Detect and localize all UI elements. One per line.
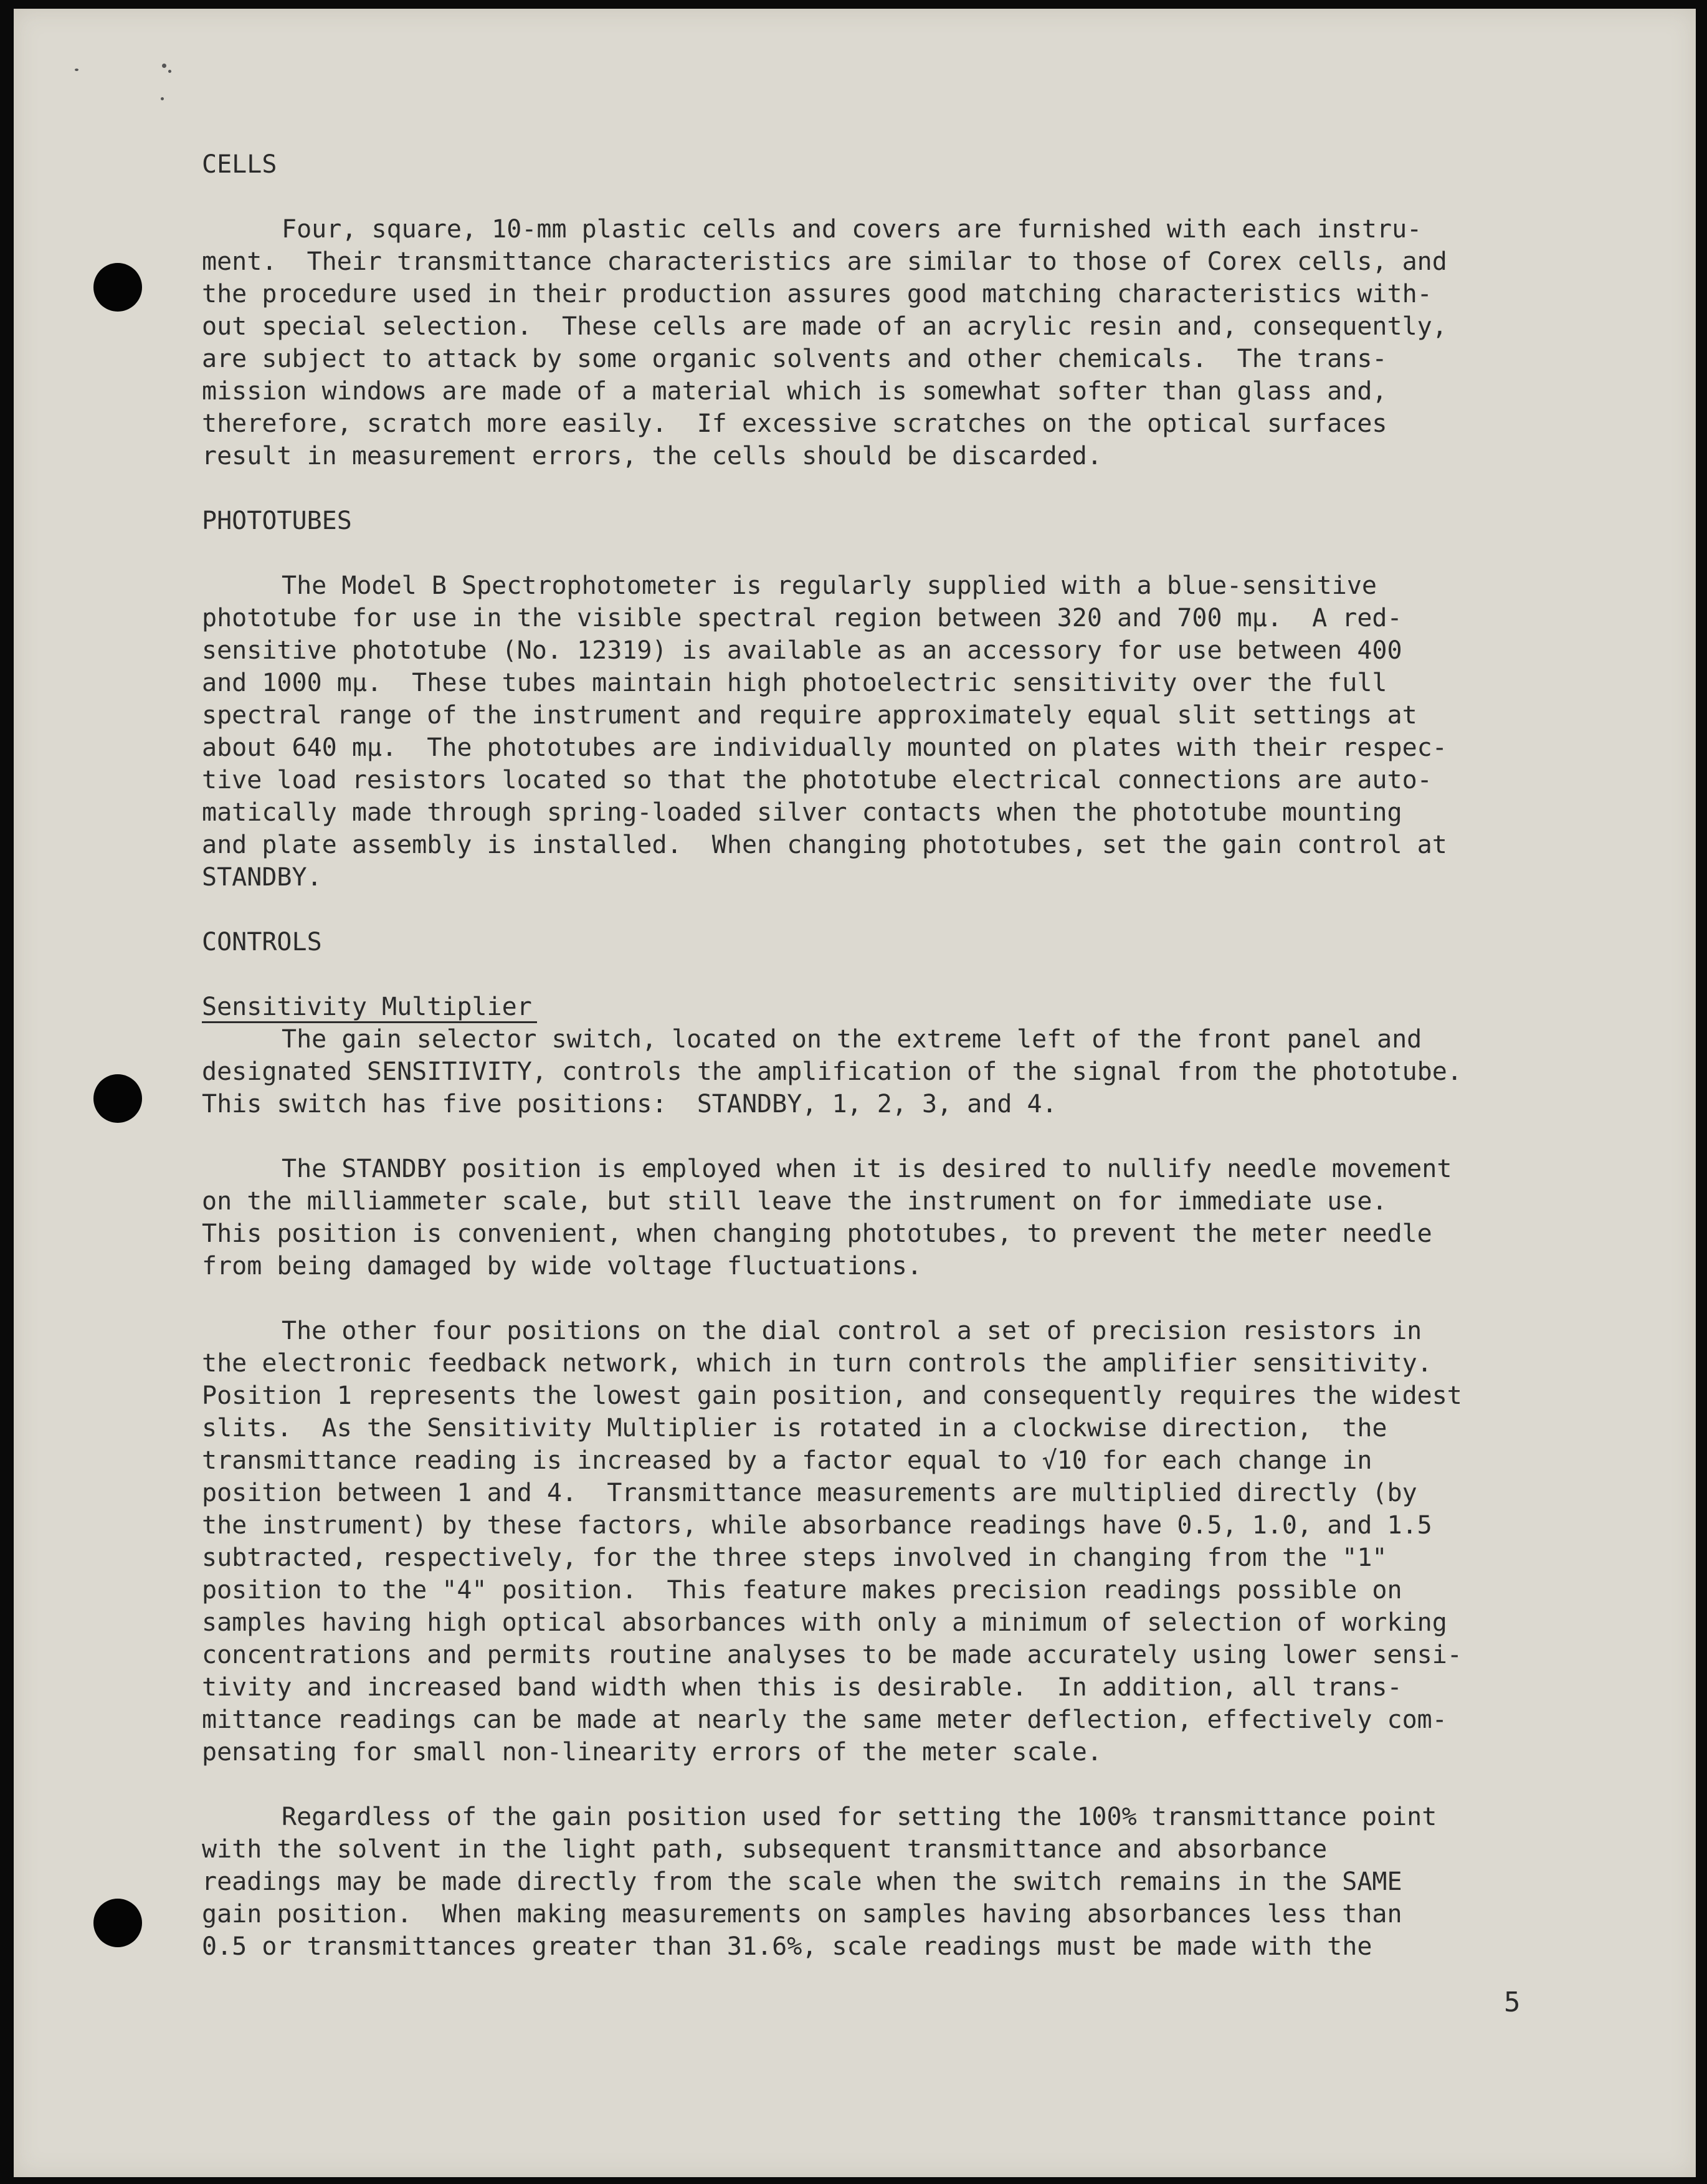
paper-speck xyxy=(75,69,78,71)
subheading-sensitivity-multiplier: Sensitivity Multiplier xyxy=(202,993,537,1023)
text-line: the instrument) by these factors, while absorbance readings have 0.5, 1.0, and 1.5 xyxy=(202,1511,1432,1540)
text-line: transmittance reading is increased by a factor equal to √10 for each change in xyxy=(202,1446,1372,1475)
text-line: This switch has five positions: STANDBY, 1, 2, 3, and 4. xyxy=(202,1090,1057,1118)
text-line: The STANDBY position is employed when it is desired to nullify needle movement xyxy=(282,1155,1452,1183)
controls-paragraph-4 xyxy=(202,1801,1579,1963)
text-line: spectral range of the instrument and require approximately equal slit settings at xyxy=(202,701,1417,730)
text-line: are subject to attack by some organic solvents and other chemicals. The trans- xyxy=(202,345,1387,373)
controls-paragraph-2 xyxy=(202,1153,1579,1282)
text-line: matically made through spring-loaded silver contacts when the phototube mounting xyxy=(202,798,1402,827)
text-line: about 640 mμ. The phototubes are individually mounted on plates with their respec- xyxy=(202,733,1447,762)
punch-hole xyxy=(93,1899,142,1947)
text-line: result in measurement errors, the cells should be discarded. xyxy=(202,442,1102,470)
text-line: position to the "4" position. This feature makes precision readings possible on xyxy=(202,1576,1402,1605)
text-line: The other four positions on the dial control a set of precision resistors in xyxy=(282,1317,1422,1345)
text-line: with the solvent in the light path, subsequent transmittance and absorbance xyxy=(202,1835,1328,1864)
paper-speck xyxy=(161,97,164,100)
text-line: readings may be made directly from the scale when the switch remains in the SAME xyxy=(202,1867,1402,1896)
text-line: 0.5 or transmittances greater than 31.6%, scale readings must be made with the xyxy=(202,1932,1372,1961)
text-line: tivity and increased band width when this is desirable. In addition, all trans- xyxy=(202,1673,1402,1702)
text-line: Position 1 represents the lowest gain position, and consequently requires the widest xyxy=(202,1381,1462,1410)
text-line: sensitive phototube (No. 12319) is available as an accessory for use between 400 xyxy=(202,636,1402,665)
text-line: gain position. When making measurements on samples having absorbances less than xyxy=(202,1900,1402,1929)
paper-speck xyxy=(168,70,171,73)
text-line: mission windows are made of a material which is somewhat softer than glass and, xyxy=(202,377,1387,406)
text-line: slits. As the Sensitivity Multiplier is rotated in a clockwise direction, the xyxy=(202,1414,1387,1442)
paper-speck xyxy=(162,64,166,68)
text-line: phototube for use in the visible spectral region between 320 and 700 mμ. A red- xyxy=(202,604,1402,632)
text-line: and plate assembly is installed. When changing phototubes, set the gain control at xyxy=(202,831,1447,859)
text-line: Four, square, 10-mm plastic cells and covers are furnished with each instru- xyxy=(282,215,1422,244)
text-line: Regardless of the gain position used for setting the 100% transmittance point xyxy=(282,1803,1437,1831)
section-heading-cells: CELLS xyxy=(202,150,277,179)
text-line: designated SENSITIVITY, controls the amplification of the signal from the phototube. xyxy=(202,1057,1462,1086)
text-line: subtracted, respectively, for the three steps involved in changing from the "1" xyxy=(202,1543,1387,1572)
text-line: STANDBY. xyxy=(202,863,322,892)
text-line: on the milliammeter scale, but still leave the instrument on for immediate use. xyxy=(202,1187,1387,1216)
text-line: therefore, scratch more easily. If excessive scratches on the optical surfaces xyxy=(202,409,1387,438)
punch-hole xyxy=(93,1074,142,1123)
section-heading-controls: CONTROLS xyxy=(202,928,322,956)
text-line: the electronic feedback network, which in turn controls the amplifier sensitivity. xyxy=(202,1349,1432,1378)
text-line: The Model B Spectrophotometer is regularly supplied with a blue-sensitive xyxy=(282,571,1377,600)
text-line: tive load resistors located so that the phototube electrical connections are auto- xyxy=(202,766,1432,794)
text-line: samples having high optical absorbances with only a minimum of selection of working xyxy=(202,1608,1447,1637)
phototubes-paragraph xyxy=(202,570,1579,894)
cells-paragraph xyxy=(202,213,1579,472)
controls-paragraph-3 xyxy=(202,1315,1579,1768)
text-line: from being damaged by wide voltage fluctuations. xyxy=(202,1252,922,1280)
page-number: 5 xyxy=(1504,1986,1521,2018)
text-line: ment. Their transmittance characteristics are similar to those of Corex cells, and xyxy=(202,247,1447,276)
text-line: mittance readings can be made at nearly the same meter deflection, effectively com- xyxy=(202,1705,1447,1734)
text-line: The gain selector switch, located on the extreme left of the front panel and xyxy=(282,1025,1422,1054)
text-line: out special selection. These cells are made of an acrylic resin and, consequently, xyxy=(202,312,1447,341)
text-line: concentrations and permits routine analyses to be made accurately using lower sensi- xyxy=(202,1641,1462,1669)
text-line: the procedure used in their production assures good matching characteristics with- xyxy=(202,280,1432,308)
text-line: position between 1 and 4. Transmittance measurements are multiplied directly (by xyxy=(202,1479,1417,1507)
text-line: pensating for small non-linearity errors of the meter scale. xyxy=(202,1738,1102,1767)
text-line: This position is convenient, when changing phototubes, to prevent the meter needle xyxy=(202,1219,1432,1248)
text-line: and 1000 mμ. These tubes maintain high photoelectric sensitivity over the full xyxy=(202,669,1387,697)
controls-paragraph-1 xyxy=(202,1023,1579,1120)
section-heading-phototubes: PHOTOTUBES xyxy=(202,507,352,535)
punch-hole xyxy=(93,263,142,312)
document-text xyxy=(202,148,1579,1963)
